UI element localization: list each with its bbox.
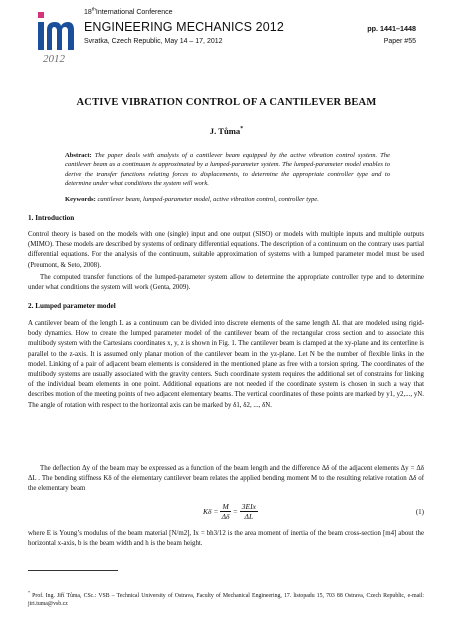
eq-frac1-denominator: Δδ — [221, 512, 230, 521]
eq-frac1-numerator: M — [222, 502, 229, 511]
eq-lhs: Kδ = — [203, 507, 219, 516]
edition-number: 18 — [84, 9, 92, 16]
keywords-text: cantilever beam, lumped-parameter model, active vibration control, controller type. — [97, 196, 319, 203]
abstract-label: Abstract: — [65, 152, 92, 159]
author-line — [0, 126, 453, 136]
keywords — [65, 195, 390, 204]
section-1-paragraph-2: The computed transfer functions of the lumped-parameter system allow to determine the appropriate controller type and to determine under what conditions the system will work (Genta, 2009). — [28, 274, 424, 292]
equation-1-number: (1) — [415, 508, 424, 516]
conference-edition — [84, 9, 173, 16]
section-2-paragraph-2: The deflection Δy of the beam may be expressed as a function of the beam length and the difference Δδ of the adjacent elements Δy = Δδ ΔL . The bending stiffness Kδ of the elementary cantilever beam relates the applied bending moment M to the resulting relative rotation Δδ of the elementary beam — [28, 465, 424, 493]
logo-m — [47, 22, 74, 50]
conference-title: ENGINEERING MECHANICS 2012 — [84, 20, 284, 34]
eq-frac2-denominator: ΔL — [244, 512, 254, 521]
footnote-text: Prof. Ing. Jiří Tůma, CSc.: VSB – Technical University of Ostrava, Faculty of Mechanical Engineering, 17. listopadu 15, 703 88 Ostrava, Czech Republic, e-mail: jiri.tuma@vsb.cz — [28, 593, 425, 607]
section-1-heading: 1. Introduction — [28, 214, 75, 222]
edition-rest: International Conference — [95, 9, 173, 16]
logo-dot — [38, 12, 44, 18]
author-footnote-mark: * — [240, 126, 244, 133]
keywords-label: Keywords: — [65, 196, 96, 203]
section-2-paragraph-3: where E is Young’s modulus of the beam material [N/m2], Ix = bh3/12 is the area moment of inertia of the beam cross-section [m4] about the horizontal x-axis, b is the beam width and h is the beam height. — [28, 530, 424, 548]
abstract-text: The paper deals with analysis of a cantilever beam equipped by the active vibration control system. The cantilever beam as a continuum is approximated by a lumped-parameter system. The lumped-parameter model enables to derive the transfer functions relating forces to displacements, to determine the appropriate controller type and to determine under what conditions the system will work. — [65, 152, 390, 188]
eq-fraction-1 — [220, 502, 230, 521]
abstract — [65, 151, 390, 189]
paper-number: Paper #55 — [383, 38, 416, 45]
eq-frac2-numerator: 3EIx — [241, 502, 256, 511]
eq-fraction-2 — [240, 502, 258, 521]
equation-1 — [203, 502, 260, 521]
section-1-paragraph-1: Control theory is based on the models with one (single) input and one output (SISO) or models with multiple inputs and multiple outputs (MIMO). These models are described by systems of ordinary differential equations. The description of a continuum on the contrary uses partial differential equations. For the analysis of the continuum, suitable approximation of systems with a lumped parameter model must be used (Preumont, & Seto, 2008). — [28, 231, 424, 269]
footnote-rule — [28, 570, 118, 571]
edition-suffix: th — [91, 7, 96, 13]
footnote-mark: * — [28, 590, 31, 596]
footnote — [28, 592, 424, 608]
eq-equals: = — [232, 507, 238, 516]
conference-place-date: Svratka, Czech Republic, May 14 – 17, 2012 — [84, 38, 223, 45]
author-name: J. Tůma — [209, 126, 241, 136]
conference-logo — [34, 6, 74, 66]
logo-year: 2012 — [43, 53, 65, 65]
logo-i-stem — [38, 22, 44, 50]
section-2-paragraph-1: A cantilever beam of the length L as a continuum can be divided into discrete elements of the same length ΔL that are modeled using rigid-body dynamics. How to create the lumped parameter model of the cantilever beam of the rectangular cross section and to associate this multibody system with the Cartesians coordinates x, y, z is shown in Fig. 1. The cantilever beam is clamped at the xy-plane and its centerline is parallel to the z-axis. It is assumed only planar motion of the cantilever beam in the yz-plane. Let N be the number of flexible links in the model. Linking of a pair of adjacent beam elements is considered in the mentioned plane as free with a torsion spring. The coordinates of the multibody systems are usually associated with the gravity centers. Such coordinate system requires the additional set of constrains for linking of the individual beam elements in one point. Additional equations are not needed if the coordinate system is chosen in such a way that describes motion of the meeting points of two adjacent elementary beams. The vertical coordinates of these points are marked by y1, y2,..., yN. The angle of rotation with respect to the horizontal axis can be marked by δ1, δ2, ..., δN. — [28, 320, 424, 409]
section-2-heading: 2. Lumped parameter model — [28, 302, 116, 310]
paper-title: ACTIVE VIBRATION CONTROL OF A CANTILEVER BEAM — [76, 97, 377, 108]
page-range: pp. 1441–1448 — [367, 24, 416, 33]
